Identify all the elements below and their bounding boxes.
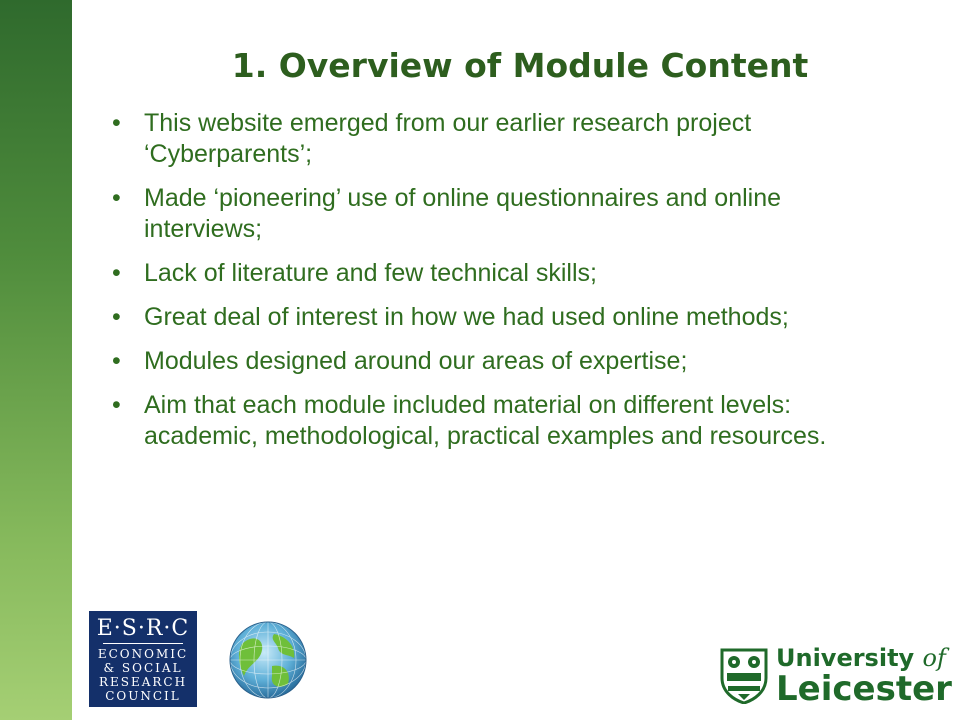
bullet-item <box>112 390 902 452</box>
decorative-side-bar <box>0 0 72 720</box>
bullet-item <box>112 258 902 289</box>
esrc-logo-line: & SOCIAL <box>103 661 183 675</box>
bullet-text: Great deal of interest in how we had used online methods; <box>144 303 789 331</box>
bullet-text: This website emerged from our earlier research project ‘Cyberparents’; <box>144 109 752 168</box>
bullet-icon: • <box>112 109 121 137</box>
bullet-icon: • <box>112 259 121 287</box>
bullet-item <box>112 346 902 377</box>
university-wordmark-line: University <box>776 644 923 672</box>
university-wordmark-of: of <box>922 644 946 672</box>
bullet-icon: • <box>112 184 121 212</box>
slide-title: 1. Overview of Module Content <box>231 46 809 85</box>
bullet-text: Made ‘pioneering’ use of online questionnaires and online interviews; <box>144 184 782 243</box>
esrc-logo-initials: E·S·R·C <box>96 616 190 641</box>
esrc-logo-rule <box>103 643 183 644</box>
university-logo <box>716 644 952 709</box>
globe-icon <box>212 604 324 716</box>
crest-icon <box>720 648 768 704</box>
esrc-logo-line: ECONOMIC <box>97 647 189 661</box>
bullet-text: Modules designed around our areas of expertise; <box>144 347 688 375</box>
globe-logo <box>212 604 324 716</box>
university-wordmark <box>776 644 952 709</box>
bullet-text: Lack of literature and few technical skills; <box>144 259 597 287</box>
bullet-item <box>112 183 902 245</box>
university-wordmark-name: Leicester <box>776 669 952 709</box>
bullet-item <box>112 108 902 170</box>
bullet-item <box>112 302 902 333</box>
esrc-logo-line: RESEARCH <box>98 675 188 689</box>
bullet-icon: • <box>112 303 121 331</box>
bullet-icon: • <box>112 391 121 419</box>
bullet-text: Aim that each module included material on different levels: academic, methodological, practical examples and resources. <box>144 391 827 450</box>
esrc-logo <box>89 611 197 707</box>
esrc-logo-line: COUNCIL <box>105 689 181 703</box>
bullet-icon: • <box>112 347 121 375</box>
bullet-list <box>112 108 902 465</box>
